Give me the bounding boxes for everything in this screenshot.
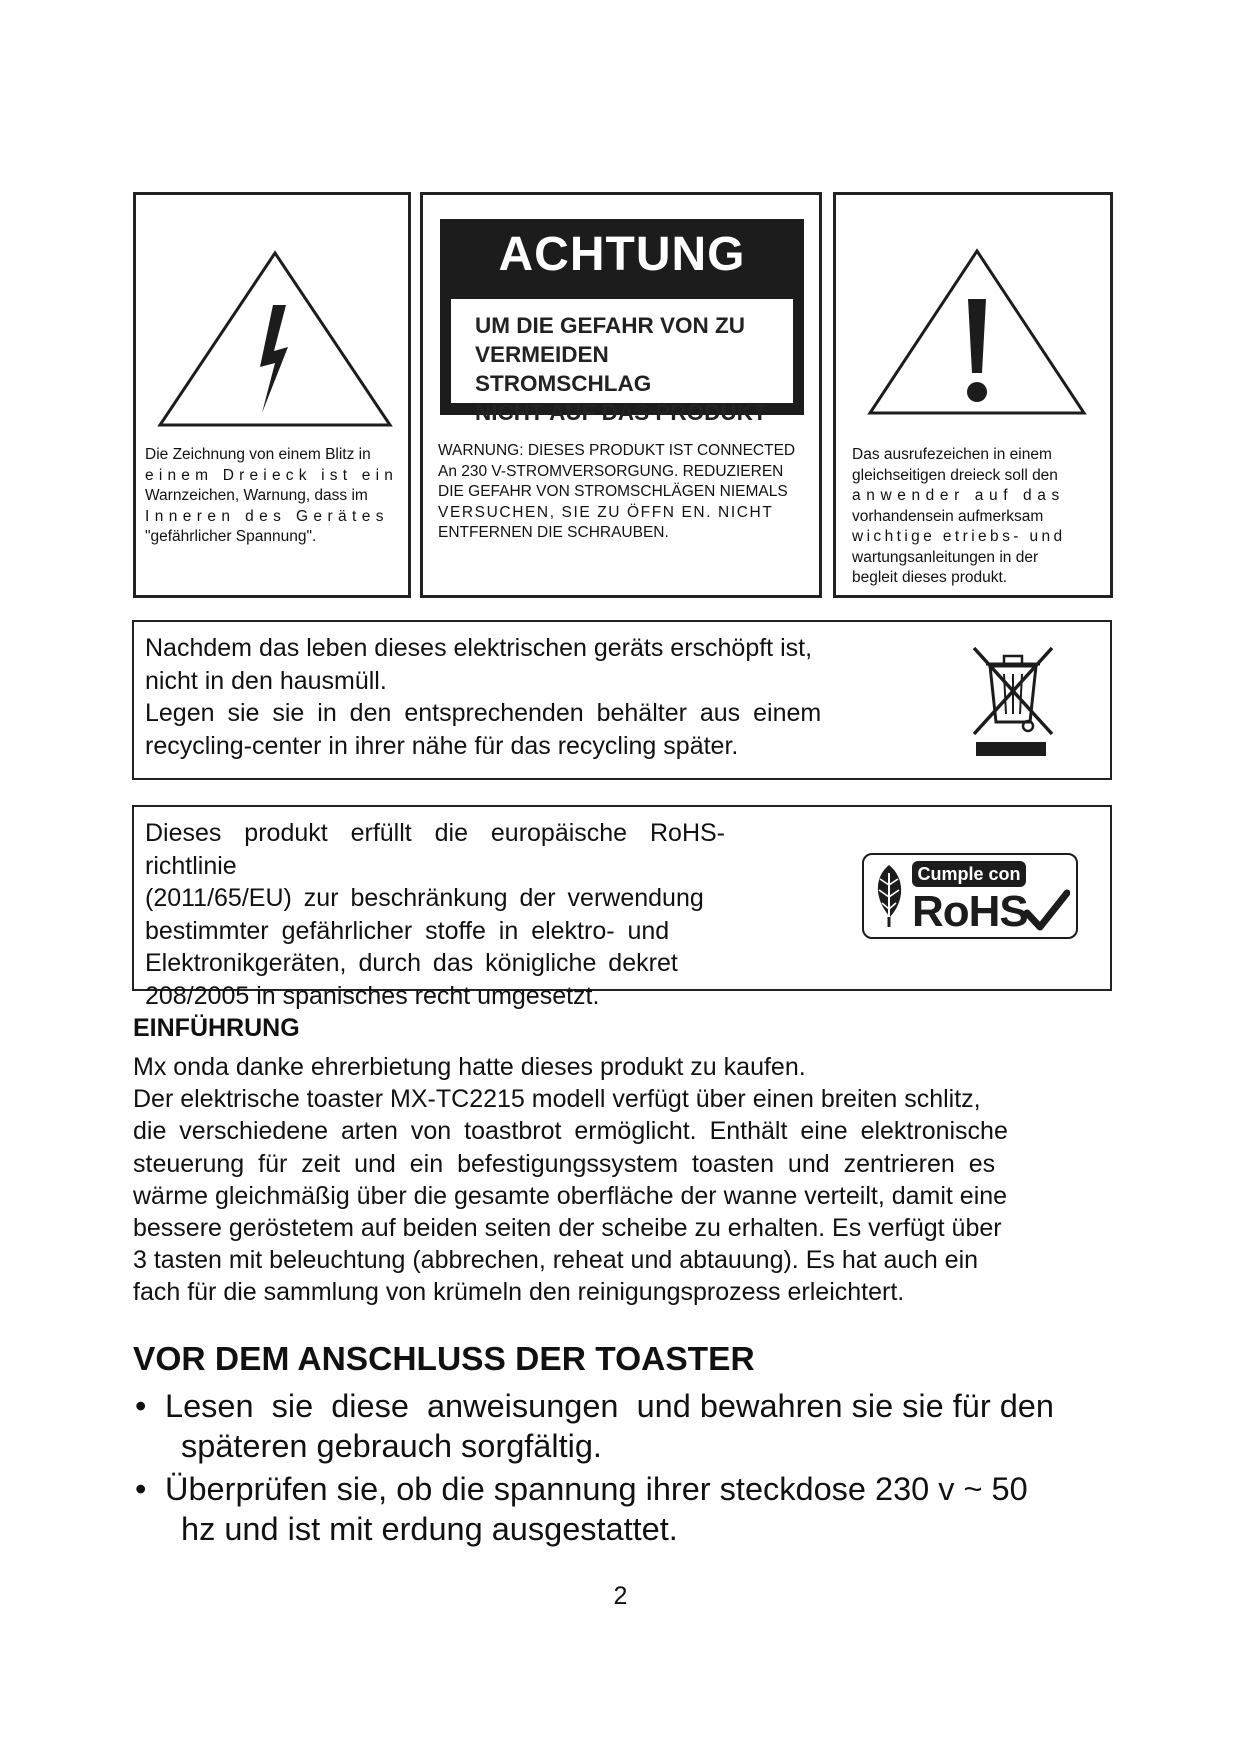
text-line: Warnzeichen, Warnung, dass im <box>145 487 368 504</box>
exclamation-warning-text <box>852 445 1102 589</box>
bullet-icon: • <box>135 1471 147 1507</box>
text-line: anwender auf das <box>852 487 1065 504</box>
recycling-text <box>145 632 913 762</box>
rohs-wordmark: RoHS <box>912 887 1028 936</box>
text-line: nicht in den hausmüll. <box>145 666 387 695</box>
text-line: ENTFERNEN DIE SCHRAUBEN. <box>438 524 669 541</box>
rohs-badge: Cumple con <box>912 861 1026 887</box>
text-line: An 230 V-STROMVERSORGUNG. REDUZIEREN <box>438 462 784 480</box>
text-line: recycling-center in ihrer nähe für das recycling später. <box>145 731 739 760</box>
text-line: Nachdem das leben dieses elektrischen geräts erschöpft ist, <box>145 634 813 662</box>
page-number: 2 <box>613 1582 628 1610</box>
text-line: wartungsanleitungen in der <box>852 548 1039 566</box>
achtung-header <box>440 219 804 425</box>
text-line: WARNUNG: DIESES PRODUKT IST CONNECTED <box>438 442 796 459</box>
text-line: 208/2005 in spanisches recht umgesetzt. <box>145 981 600 1010</box>
rohs-logo <box>862 853 1078 939</box>
bullet-icon: • <box>135 1388 147 1424</box>
text-line: Inneren des Gerätes <box>145 507 389 525</box>
text-line: (2011/65/EU) zur beschränkung der verwendung <box>145 884 704 912</box>
text-line: die verschiedene arten von toastbrot ermöglicht. Enthält eine elektronische <box>133 1117 1008 1146</box>
list-item <box>133 1469 1123 1549</box>
text-line: Überprüfen sie, ob die spannung ihrer steckdose 230 v ~ 50 <box>165 1471 1028 1507</box>
achtung-notice <box>449 297 795 425</box>
before-connecting-heading: VOR DEM ANSCHLUSS DER TOASTER <box>133 1341 755 1378</box>
achtung-notice-text <box>475 311 785 427</box>
text-line: "gefährlicher Spannung". <box>145 528 317 545</box>
text-line: begleit dieses produkt. <box>852 569 1008 586</box>
leaf-icon <box>870 863 908 929</box>
list-item <box>133 1386 1123 1466</box>
introduction-text <box>133 1051 1113 1309</box>
text-line: steuerung für zeit und ein befestigungssystem toasten und zentrieren es <box>133 1149 996 1178</box>
text-line: wichtige etriebs- und <box>852 528 1066 545</box>
achtung-panel <box>420 192 822 598</box>
lightning-triangle-icon <box>156 249 394 431</box>
text-line: Lesen sie diese anweisungen und bewahren sie sie für den <box>165 1388 1054 1424</box>
exclamation-triangle-icon <box>866 247 1088 419</box>
text-line: NICHT AUF DAS PRODUKT <box>475 400 767 425</box>
text-line: Elektronikgeräten, durch das königliche dekret <box>145 949 678 977</box>
text-line: DIE GEFAHR VON STROMSCHLÄGEN NIEMALS <box>438 483 788 500</box>
text-line: wärme gleichmäßig über die gesamte oberfläche der wanne verteilt, damit eine <box>133 1181 1008 1210</box>
text-line: Mx onda danke ehrerbietung hatte dieses produkt zu kaufen. <box>133 1053 806 1081</box>
text-line: bessere geröstetem auf beiden seiten der scheibe zu erhalten. Es verfügt über <box>133 1214 1002 1243</box>
electric-warning-panel <box>133 192 411 598</box>
rohs-notice <box>132 805 1112 1010</box>
text-line: UM DIE GEFAHR VON ZU <box>475 313 746 338</box>
exclamation-warning-panel <box>833 192 1113 598</box>
text-line: einem Dreieck ist ein <box>145 466 399 484</box>
before-connecting-list <box>133 1386 1123 1552</box>
text-line: Die Zeichnung von einem Blitz in <box>145 446 371 463</box>
text-line: Dieses produkt erfüllt die europäische RoHS-richtlinie <box>145 819 725 880</box>
text-line: fach für die sammlung von krümeln den reinigungsprozess erleichtert. <box>133 1278 905 1307</box>
recycling-notice <box>132 620 1112 780</box>
checkmark-icon <box>1024 889 1070 933</box>
achtung-warning-text <box>438 441 806 544</box>
text-line: VERMEIDEN STROMSCHLAG <box>475 342 652 396</box>
crossed-out-bin-icon <box>968 642 1058 758</box>
text-line: Legen sie sie in den entsprechenden behälter aus einem <box>145 699 822 727</box>
text-line: gleichseitigen dreieck soll den <box>852 466 1058 484</box>
electric-warning-text <box>145 445 401 548</box>
text-line: späteren gebrauch sorgfältig. <box>181 1428 602 1464</box>
text-line: hz und ist mit erdung ausgestattet. <box>181 1511 678 1547</box>
text-line: Das ausrufezeichen in einem <box>852 446 1052 463</box>
introduction-heading: EINFÜHRUNG <box>133 1014 300 1042</box>
achtung-title: ACHTUNG <box>498 228 746 281</box>
rohs-text <box>145 817 725 1012</box>
text-line: Der elektrische toaster MX-TC2215 modell verfügt über einen breiten schlitz, <box>133 1085 981 1114</box>
text-line: vorhandensein aufmerksam <box>852 507 1044 525</box>
text-line: bestimmter gefährlicher stoffe in elektro- und <box>145 916 670 945</box>
text-line: 3 tasten mit beleuchtung (abbrechen, reheat und abtauung). Es hat auch ein <box>133 1246 979 1275</box>
text-line: VERSUCHEN, SIE ZU ÖFFN EN. NICHT <box>438 503 774 521</box>
